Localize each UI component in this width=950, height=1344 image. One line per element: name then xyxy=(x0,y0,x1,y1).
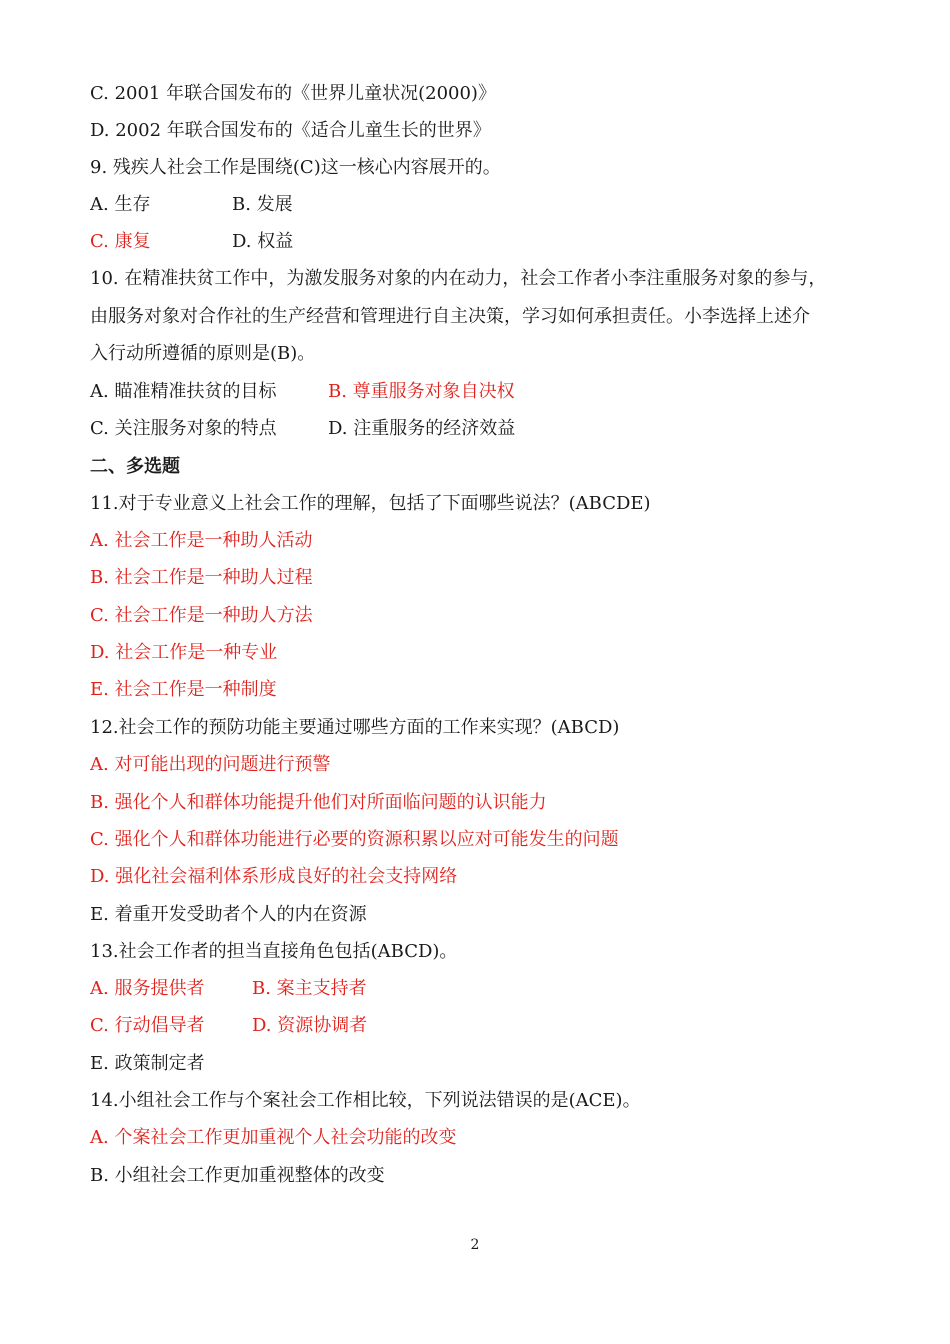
q10-stem-line-1: 10. 在精准扶贫工作中，为激发服务对象的内在动力，社会工作者小李注重服务对象的参与， xyxy=(90,268,827,289)
q13-options-row-1 xyxy=(90,977,367,1001)
q10-option-b: B. 尊重服务对象自决权 xyxy=(328,381,515,402)
q13-options-row-2 xyxy=(90,1014,368,1038)
q9-options-row-2 xyxy=(90,230,294,254)
q12-option-a: A. 对可能出现的问题进行预警 xyxy=(90,754,331,775)
q12-option-c: C. 强化个人和群体功能进行必要的资源积累以应对可能发生的问题 xyxy=(90,829,619,850)
q9-stem: 9. 残疾人社会工作是围绕(C)这一核心内容展开的。 xyxy=(90,157,501,178)
q11-option-e: E. 社会工作是一种制度 xyxy=(90,679,277,700)
q12-stem: 12.社会工作的预防功能主要通过哪些方面的工作来实现？(ABCD) xyxy=(90,717,620,738)
q13-stem: 13.社会工作者的担当直接角色包括(ABCD)。 xyxy=(90,941,458,962)
q10-option-a: A. 瞄准精准扶贫的目标 xyxy=(90,381,277,402)
q13-option-e: E. 政策制定者 xyxy=(90,1053,205,1074)
q10-options-row-1 xyxy=(90,380,515,404)
q14-stem: 14.小组社会工作与个案社会工作相比较，下列说法错误的是(ACE)。 xyxy=(90,1090,641,1111)
q9-options-row-1 xyxy=(90,193,293,217)
q10-options-row-2 xyxy=(90,417,516,441)
q11-option-b: B. 社会工作是一种助人过程 xyxy=(90,567,313,588)
q10-stem-line-3: 入行动所遵循的原则是(B)。 xyxy=(90,343,316,364)
q14-option-a: A. 个案社会工作更加重视个人社会功能的改变 xyxy=(90,1127,457,1148)
q13-option-b: B. 案主支持者 xyxy=(252,978,367,999)
q9-option-d: D. 权益 xyxy=(232,231,294,252)
q13-option-c: C. 行动倡导者 xyxy=(90,1015,205,1036)
q13-option-a: A. 服务提供者 xyxy=(90,978,205,999)
q8-option-d: D. 2002 年联合国发布的《适合儿童生长的世界》 xyxy=(90,120,491,141)
q11-option-c: C. 社会工作是一种助人方法 xyxy=(90,605,313,626)
q12-option-d: D. 强化社会福利体系形成良好的社会支持网络 xyxy=(90,866,458,887)
q14-option-b: B. 小组社会工作更加重视整体的改变 xyxy=(90,1165,385,1186)
q11-option-a: A. 社会工作是一种助人活动 xyxy=(90,530,313,551)
q9-option-c: C. 康复 xyxy=(90,231,151,252)
q11-option-d: D. 社会工作是一种专业 xyxy=(90,642,278,663)
q9-option-b: B. 发展 xyxy=(232,194,293,215)
q8-option-c: C. 2001 年联合国发布的《世界儿童状况(2000)》 xyxy=(90,83,496,104)
q10-option-c: C. 关注服务对象的特点 xyxy=(90,418,277,439)
q13-option-d: D. 资源协调者 xyxy=(252,1015,368,1036)
page-number: 2 xyxy=(470,1237,480,1253)
q9-option-a: A. 生存 xyxy=(90,194,151,215)
q12-option-e: E. 着重开发受助者个人的内在资源 xyxy=(90,904,367,925)
q10-option-d: D. 注重服务的经济效益 xyxy=(328,418,516,439)
q10-stem-line-2: 由服务对象对合作社的生产经营和管理进行自主决策，学习如何承担责任。小李选择上述介 xyxy=(90,306,810,327)
q12-option-b: B. 强化个人和群体功能提升他们对所面临问题的认识能力 xyxy=(90,792,547,813)
q11-stem: 11.对于专业意义上社会工作的理解，包括了下面哪些说法？(ABCDE) xyxy=(90,493,651,514)
section-heading: 二、多选题 xyxy=(90,456,180,477)
